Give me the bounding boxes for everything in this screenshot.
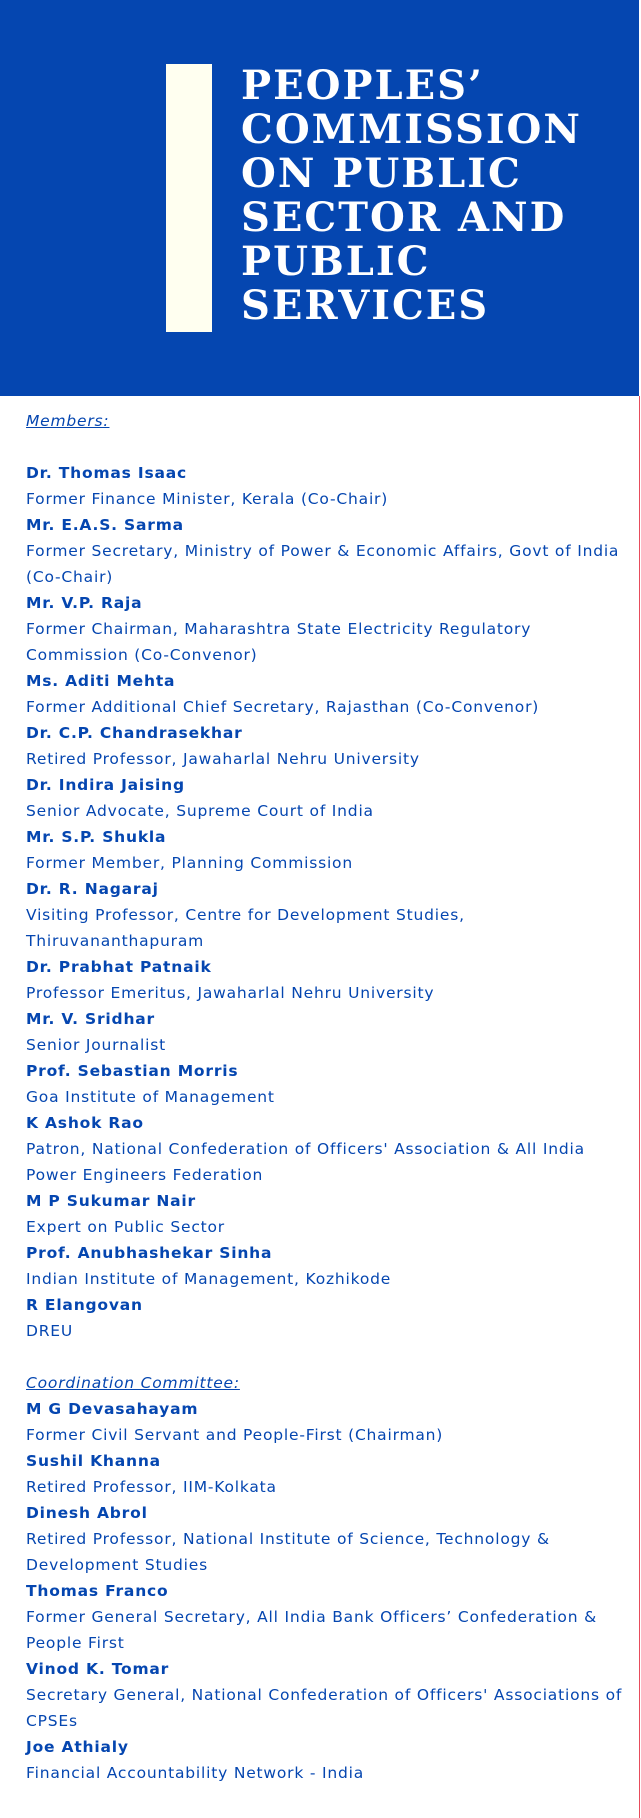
person-role: DREU bbox=[26, 1322, 74, 1340]
header-banner bbox=[0, 0, 639, 396]
person-name: M G Devasahayam bbox=[26, 1400, 199, 1418]
content-body bbox=[26, 408, 631, 1786]
person-name: Prof. Sebastian Morris bbox=[26, 1062, 239, 1080]
person-role: Visiting Professor, Centre for Development Studies, Thiruvananthapuram bbox=[26, 906, 465, 950]
person-name: Dr. Thomas Isaac bbox=[26, 464, 187, 482]
person-role: Former Additional Chief Secretary, Rajasthan (Co-Convenor) bbox=[26, 698, 540, 716]
person-entry bbox=[26, 1110, 631, 1188]
header-accent-bar bbox=[166, 64, 212, 332]
members-list bbox=[26, 460, 631, 1344]
person-role: Professor Emeritus, Jawaharlal Nehru University bbox=[26, 984, 435, 1002]
person-entry bbox=[26, 1448, 631, 1500]
person-name: Mr. V.P. Raja bbox=[26, 594, 143, 612]
person-name: Thomas Franco bbox=[26, 1582, 169, 1600]
person-name: Mr. E.A.S. Sarma bbox=[26, 516, 184, 534]
person-entry bbox=[26, 1734, 631, 1786]
page-right-border bbox=[639, 396, 640, 1818]
section-spacer bbox=[26, 434, 631, 460]
person-name: Dr. Prabhat Patnaik bbox=[26, 958, 212, 976]
page-title-line: ON PUBLIC bbox=[241, 150, 522, 197]
person-role: Former Chairman, Maharashtra State Electricity Regulatory Commission (Co-Convenor) bbox=[26, 620, 532, 664]
person-role: Former Member, Planning Commission bbox=[26, 854, 353, 872]
person-entry bbox=[26, 1292, 631, 1344]
person-name: Mr. V. Sridhar bbox=[26, 1010, 155, 1028]
person-entry bbox=[26, 1188, 631, 1240]
person-role: Financial Accountability Network - India bbox=[26, 1764, 365, 1782]
page-title-line: PUBLIC bbox=[241, 238, 431, 285]
person-entry bbox=[26, 1578, 631, 1656]
person-role: Former Secretary, Ministry of Power & Economic Affairs, Govt of India (Co-Chair) bbox=[26, 542, 620, 586]
person-name: Dr. Indira Jaising bbox=[26, 776, 185, 794]
person-name: R Elangovan bbox=[26, 1296, 143, 1314]
person-entry bbox=[26, 1240, 631, 1292]
person-name: Joe Athialy bbox=[26, 1738, 129, 1756]
person-name: Dinesh Abrol bbox=[26, 1504, 148, 1522]
person-entry bbox=[26, 460, 631, 512]
coordination-committee-heading: Coordination Committee: bbox=[26, 1374, 240, 1392]
page-title bbox=[241, 64, 582, 328]
person-role: Secretary General, National Confederation of Officers' Associations of CPSEs bbox=[26, 1686, 623, 1730]
person-name: Dr. C.P. Chandrasekhar bbox=[26, 724, 243, 742]
page-title-line: COMMISSION bbox=[241, 106, 582, 153]
person-entry bbox=[26, 1058, 631, 1110]
person-name: Prof. Anubhashekar Sinha bbox=[26, 1244, 273, 1262]
person-entry bbox=[26, 590, 631, 668]
person-role: Patron, National Confederation of Officers' Association & All India Power Engineers Federation bbox=[26, 1140, 585, 1184]
page-title-line: SERVICES bbox=[241, 282, 490, 329]
person-role: Senior Advocate, Supreme Court of India bbox=[26, 802, 374, 820]
members-heading: Members: bbox=[26, 412, 110, 430]
person-name: Vinod K. Tomar bbox=[26, 1660, 170, 1678]
person-name: Sushil Khanna bbox=[26, 1452, 161, 1470]
person-entry bbox=[26, 954, 631, 1006]
person-entry bbox=[26, 1500, 631, 1578]
person-role: Senior Journalist bbox=[26, 1036, 166, 1054]
person-role: Goa Institute of Management bbox=[26, 1088, 275, 1106]
person-role: Retired Professor, National Institute of Science, Technology & Development Studies bbox=[26, 1530, 550, 1574]
person-role: Former General Secretary, All India Bank Officers’ Confederation & People First bbox=[26, 1608, 597, 1652]
person-entry bbox=[26, 876, 631, 954]
section-spacer bbox=[26, 1344, 631, 1370]
person-role: Expert on Public Sector bbox=[26, 1218, 225, 1236]
person-role: Former Finance Minister, Kerala (Co-Chair) bbox=[26, 490, 389, 508]
person-name: M P Sukumar Nair bbox=[26, 1192, 196, 1210]
person-entry bbox=[26, 772, 631, 824]
person-role: Indian Institute of Management, Kozhikode bbox=[26, 1270, 392, 1288]
person-entry bbox=[26, 668, 631, 720]
person-name: Dr. R. Nagaraj bbox=[26, 880, 159, 898]
person-entry bbox=[26, 1396, 631, 1448]
person-name: Ms. Aditi Mehta bbox=[26, 672, 176, 690]
person-entry bbox=[26, 512, 631, 590]
coordination-committee-list bbox=[26, 1396, 631, 1786]
page-title-line: SECTOR AND bbox=[241, 194, 567, 241]
page-title-line: PEOPLES’ bbox=[241, 62, 484, 109]
person-name: Mr. S.P. Shukla bbox=[26, 828, 167, 846]
person-entry bbox=[26, 1006, 631, 1058]
person-entry bbox=[26, 720, 631, 772]
person-role: Former Civil Servant and People-First (Chairman) bbox=[26, 1426, 444, 1444]
person-entry bbox=[26, 824, 631, 876]
person-role: Retired Professor, IIM-Kolkata bbox=[26, 1478, 277, 1496]
person-entry bbox=[26, 1656, 631, 1734]
person-name: K Ashok Rao bbox=[26, 1114, 144, 1132]
person-role: Retired Professor, Jawaharlal Nehru University bbox=[26, 750, 420, 768]
